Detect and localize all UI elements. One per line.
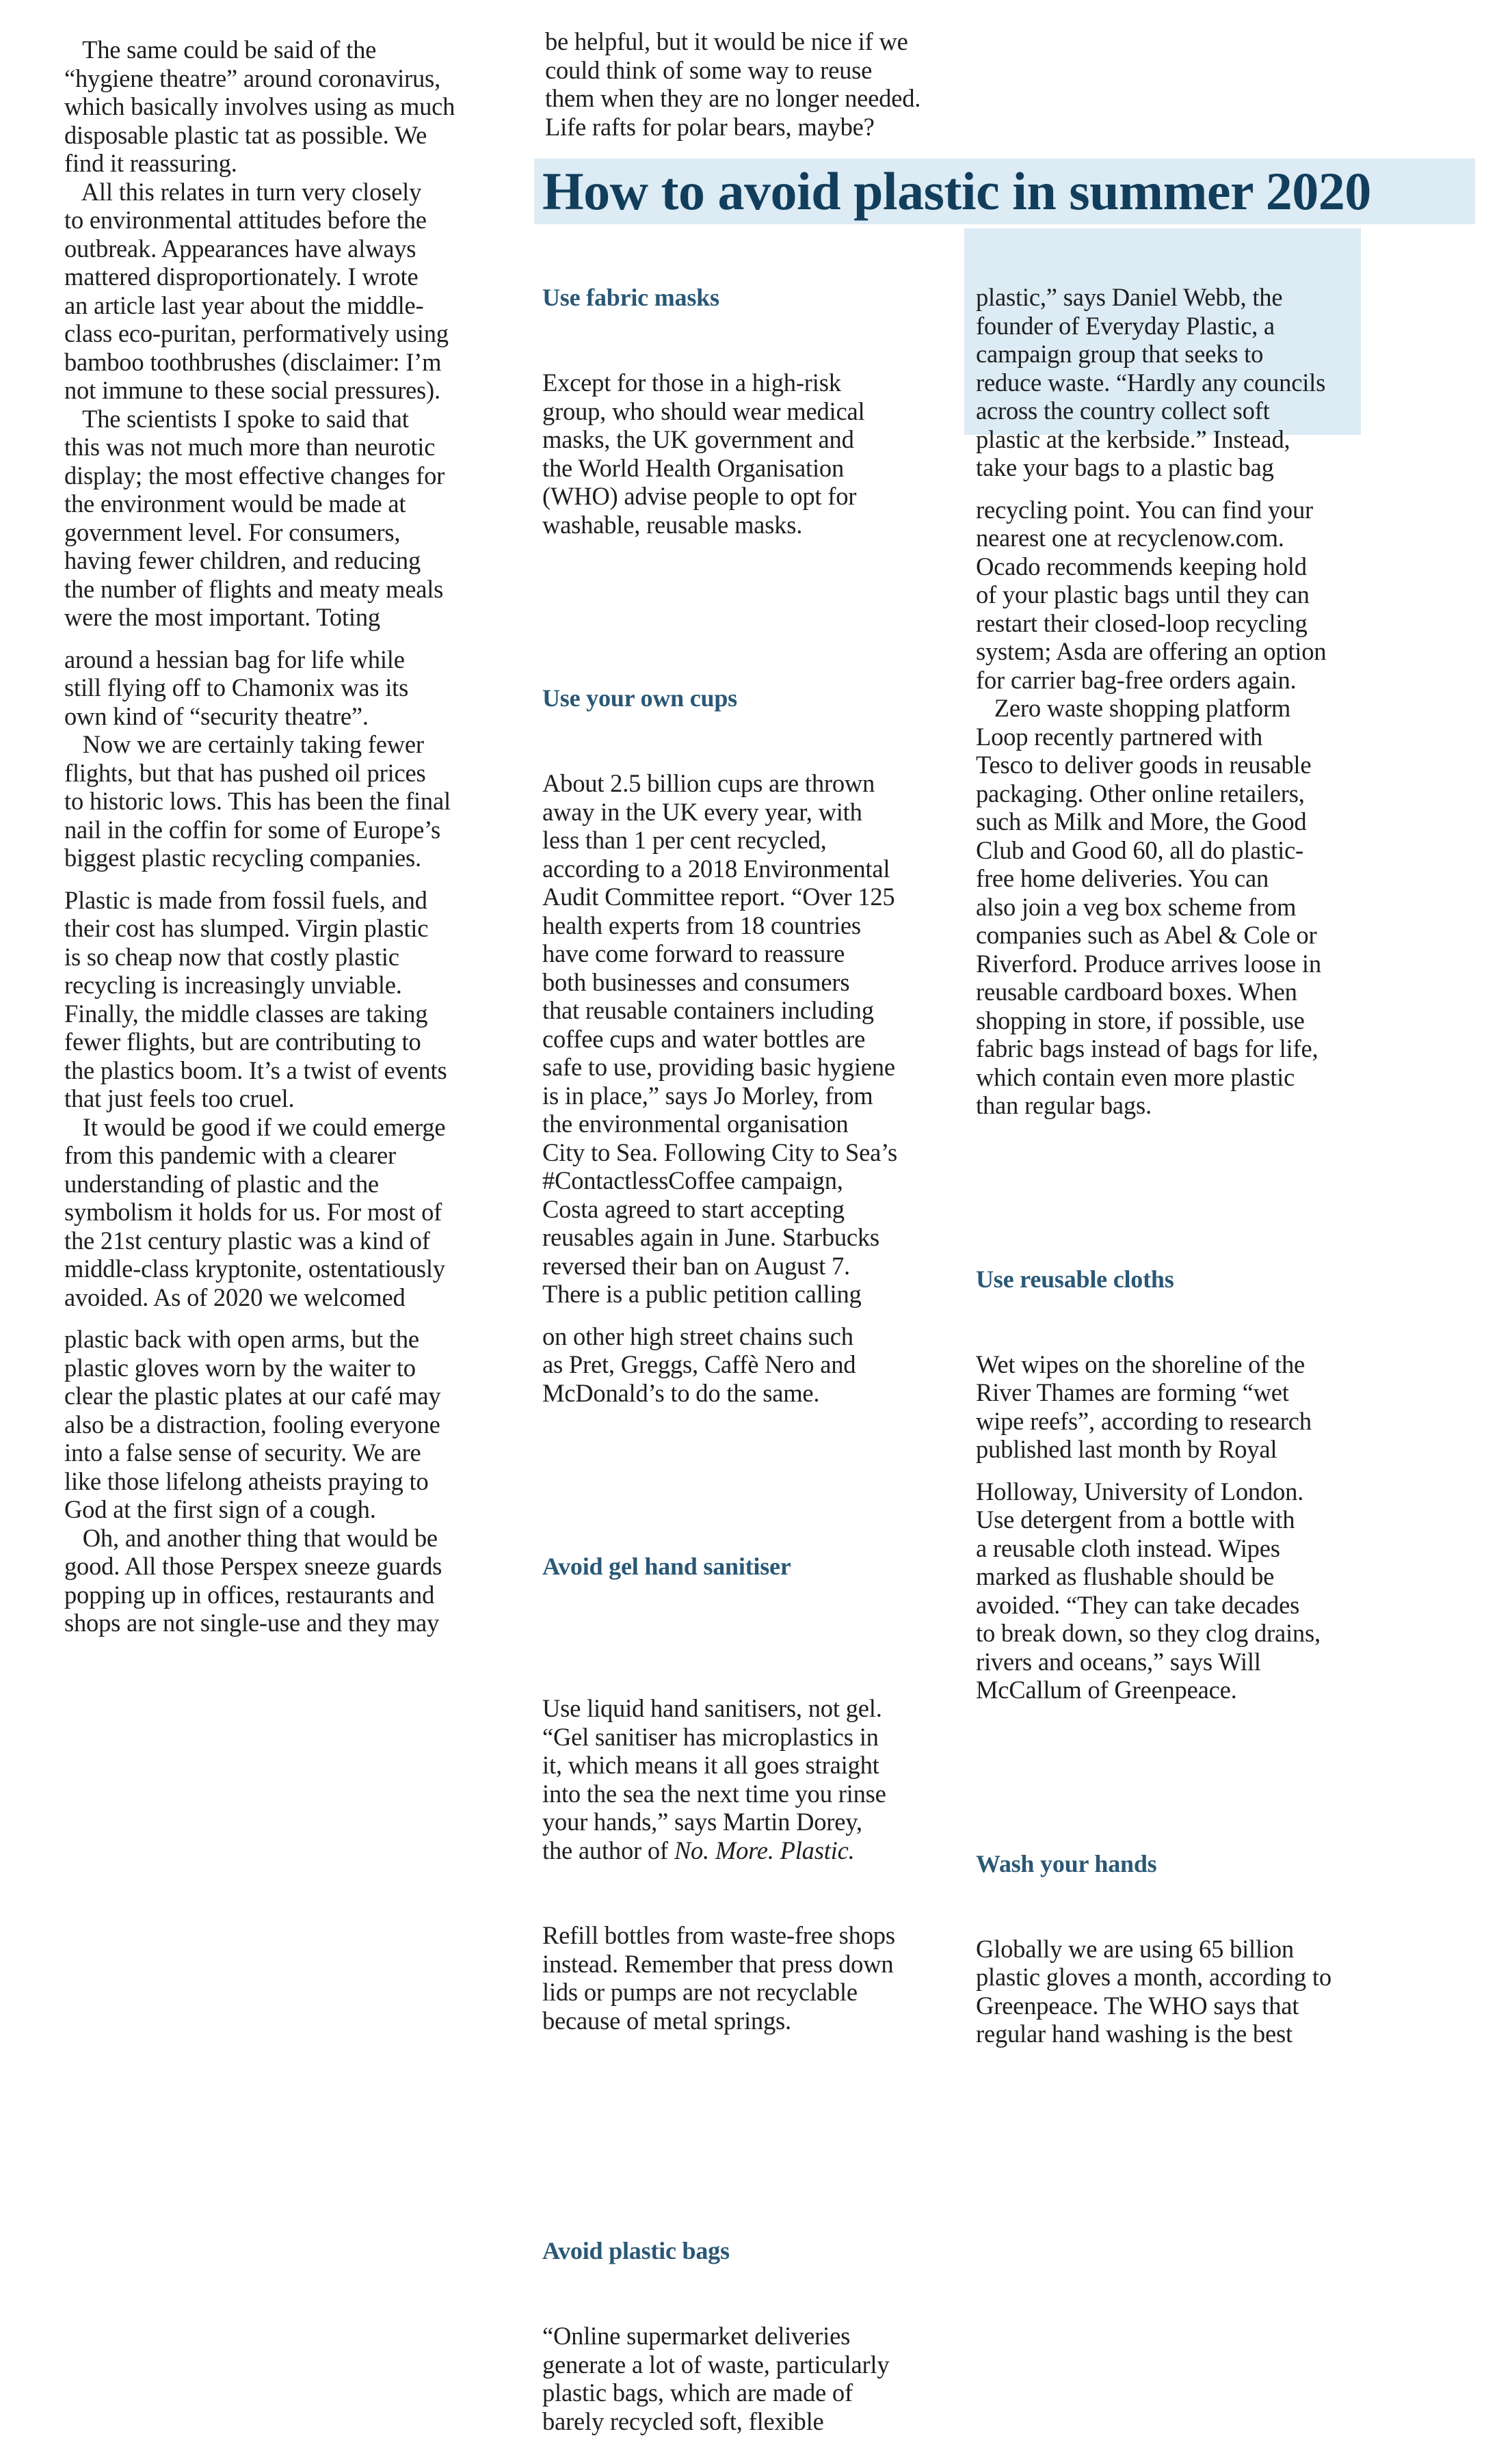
- text-line: such as Milk and More, the Good: [976, 807, 1307, 835]
- text-line: lids or pumps are not recyclable: [542, 1978, 858, 2006]
- article-title: How to avoid plastic in summer 2020: [542, 161, 1371, 221]
- text-line: as Pret, Greggs, Caffè Nero and: [542, 1350, 856, 1378]
- text-line: published last month by Royal: [976, 1435, 1277, 1463]
- text-line: also join a veg box scheme from: [976, 892, 1297, 921]
- text-line: regular hand washing is the best: [976, 2020, 1293, 2048]
- text-line: it, which means it all goes straight: [542, 1751, 879, 1779]
- text-line: class eco-puritan, performatively using: [64, 319, 449, 347]
- text-line: wipe reefs”, according to research: [976, 1406, 1312, 1435]
- text-line: plastic at the kerbside.” Instead,: [976, 425, 1290, 453]
- text-line: Use detergent from a bottle with: [976, 1505, 1295, 1534]
- text-line: around a hessian bag for life while: [64, 645, 405, 673]
- paragraph-gap: [976, 1464, 1332, 1477]
- text-line: both businesses and consumers: [542, 967, 850, 996]
- text-line: coffee cups and water bottles are: [542, 1024, 866, 1053]
- text-line: were the most important. Toting: [64, 603, 380, 631]
- text-line: Greenpeace. The WHO says that: [976, 1991, 1299, 2020]
- text-line: generate a lot of waste, particularly: [542, 2350, 890, 2379]
- section-masks-body: [542, 369, 897, 539]
- text-line: reversed their ban on August 7.: [542, 1251, 850, 1280]
- text-line: also be a distraction, fooling everyone: [64, 1410, 440, 1438]
- text-line: is so cheap now that costly plastic: [64, 942, 399, 971]
- text-line: into a false sense of security. We are: [64, 1438, 421, 1467]
- text-line: About 2.5 billion cups are thrown: [542, 769, 875, 797]
- text-line: a reusable cloth instead. Wipes: [976, 1534, 1280, 1562]
- text-line: Globally we are using 65 billion: [976, 1934, 1294, 1963]
- text-line: (WHO) advise people to opt for: [542, 482, 857, 510]
- text-line: It would be good if we could emerge: [64, 1112, 446, 1141]
- text-line: be helpful, but it would be nice if we: [545, 27, 908, 55]
- book-title: No. More. Plastic.: [674, 1836, 855, 1864]
- text-line: instead. Remember that press down: [542, 1949, 894, 1978]
- text-line: disposable plastic tat as possible. We: [64, 120, 427, 149]
- text-line: reusables again in June. Starbucks: [542, 1223, 879, 1251]
- paragraph-gap: [64, 632, 455, 645]
- text-line: “Online supermarket deliveries: [542, 2322, 851, 2350]
- text-line: fewer flights, but are contributing to: [64, 1028, 421, 1056]
- text-line: to historic lows. This has been the final: [64, 787, 451, 815]
- text-line: their cost has slumped. Virgin plastic: [64, 914, 429, 942]
- text-line: Finally, the middle classes are taking: [64, 999, 428, 1028]
- text-line: the author of No. More. Plastic.: [542, 1836, 855, 1864]
- text-line: good. All those Perspex sneeze guards: [64, 1552, 442, 1580]
- text-line: Audit Committee report. “Over 125: [542, 883, 895, 911]
- text-line: system; Asda are offering an option: [976, 637, 1327, 665]
- text-line: clear the plastic plates at our café may: [64, 1382, 441, 1410]
- gel-lines: [542, 1694, 897, 1864]
- text-line: Use liquid hand sanitisers, not gel.: [542, 1694, 882, 1722]
- text-line: across the country collect soft: [976, 397, 1270, 425]
- text-line: founder of Everyday Plastic, a: [976, 311, 1275, 340]
- text-line: to environmental attitudes before the: [64, 206, 427, 234]
- text-line: of your plastic bags until they can: [976, 580, 1310, 608]
- text-line: into the sea the next time you rinse: [542, 1779, 886, 1808]
- text-line: All this relates in turn very closely: [64, 177, 422, 206]
- text-line: free home deliveries. You can: [976, 864, 1269, 892]
- text-line: middle-class kryptonite, ostentatiously: [64, 1255, 445, 1283]
- text-line: your hands,” says Martin Dorey,: [542, 1808, 862, 1836]
- text-line: display; the most effective changes for: [64, 461, 445, 490]
- text-line: masks, the UK government and: [542, 425, 854, 453]
- text-line: plastic back with open arms, but the: [64, 1325, 419, 1353]
- text-line: find it reassuring.: [64, 149, 237, 177]
- text-line: less than 1 per cent recycled,: [542, 826, 827, 854]
- heading-reusable-cloths: Use reusable cloths: [976, 1265, 1174, 1293]
- text-line: washable, reusable masks.: [542, 510, 803, 539]
- text-line: avoided. As of 2020 we welcomed: [64, 1283, 406, 1311]
- text-line: not immune to these social pressures).: [64, 376, 440, 404]
- text-line: Wet wipes on the shoreline of the: [976, 1350, 1306, 1378]
- text-line: Life rafts for polar bears, maybe?: [545, 112, 875, 141]
- text-line: for carrier bag-free orders again.: [976, 665, 1297, 694]
- text-line: City to Sea. Following City to Sea’s: [542, 1138, 898, 1166]
- text-line: according to a 2018 Environmental: [542, 854, 890, 883]
- text-line: plastic gloves a month, according to: [976, 1963, 1332, 1991]
- text-line: this was not much more than neurotic: [64, 433, 436, 461]
- text-line: Oh, and another thing that would be: [64, 1523, 438, 1552]
- text-line: Except for those in a high-risk: [542, 369, 841, 397]
- text-line: the environment would be made at: [64, 490, 406, 518]
- text-line: group, who should wear medical: [542, 397, 865, 425]
- text-line: reusable cardboard boxes. When: [976, 978, 1297, 1006]
- section-bags-body: [542, 2322, 897, 2435]
- text-line: on other high street chains such: [542, 1322, 853, 1350]
- text-line: restart their closed-loop recycling: [976, 608, 1308, 637]
- text-line: shopping in store, if possible, use: [976, 1006, 1305, 1034]
- text-line: Refill bottles from waste-free shops: [542, 1921, 895, 1949]
- text-line: that reusable containers including: [542, 996, 874, 1024]
- text-line: still flying off to Chamonix was its: [64, 673, 409, 701]
- text-line: campaign group that seeks to: [976, 340, 1264, 368]
- gel-lines-after: [542, 1921, 897, 2035]
- text-line: the environmental organisation: [542, 1110, 849, 1138]
- heading-plastic-bags: Avoid plastic bags: [542, 2237, 730, 2264]
- text-line: God at the first sign of a cough.: [64, 1495, 376, 1523]
- text-line: which contain even more plastic: [976, 1062, 1295, 1091]
- text-line: the World Health Organisation: [542, 453, 845, 482]
- text-line: nearest one at recyclenow.com.: [976, 524, 1284, 552]
- text-line: the number of flights and meaty meals: [64, 574, 444, 603]
- column-1: [64, 36, 455, 1637]
- text-line: recycling point. You can find your: [976, 495, 1313, 524]
- text-line: The scientists I spoke to said that: [64, 404, 409, 433]
- text-line: avoided. “They can take decades: [976, 1590, 1300, 1619]
- text-line: like those lifelong atheists praying to: [64, 1467, 429, 1495]
- text-line: popping up in offices, restaurants and: [64, 1580, 435, 1609]
- text-line: mattered disproportionately. I wrote: [64, 263, 419, 291]
- text-line: because of metal springs.: [542, 2006, 791, 2035]
- text-line: from this pandemic with a clearer: [64, 1141, 396, 1169]
- text-line: the plastics boom. It’s a twist of events: [64, 1056, 447, 1084]
- paragraph-gap: [542, 1309, 897, 1322]
- text-line: government level. For consumers,: [64, 518, 401, 546]
- text-line: the 21st century plastic was a kind of: [64, 1226, 430, 1255]
- text-line: away in the UK every year, with: [542, 797, 862, 826]
- text-line: outbreak. Appearances have always: [64, 234, 416, 263]
- section-gel-body: [542, 1637, 897, 2091]
- text-line: companies such as Abel & Cole or: [976, 921, 1317, 949]
- text-line: Riverford. Produce arrives loose in: [976, 949, 1321, 978]
- text-line: plastic bags, which are made of: [542, 2379, 853, 2407]
- text-line: bamboo toothbrushes (disclaimer: I’m: [64, 347, 442, 376]
- section-hands-body: [976, 1935, 1332, 2048]
- section-cloths-body: [976, 1350, 1332, 1704]
- text-line: them when they are no longer needed.: [545, 84, 921, 112]
- text-line: to break down, so they clog drains,: [976, 1619, 1321, 1647]
- text-line: Ocado recommends keeping hold: [976, 552, 1307, 580]
- column-2-top: [545, 27, 920, 141]
- text-line: own kind of “security theatre”.: [64, 701, 369, 730]
- text-line: fabric bags instead of bags for life,: [976, 1034, 1319, 1062]
- text-line: safe to use, providing basic hygiene: [542, 1053, 895, 1081]
- heading-wash-hands: Wash your hands: [976, 1849, 1157, 1877]
- text-line: which basically involves using as much: [64, 92, 455, 120]
- text-line: reduce waste. “Hardly any councils: [976, 368, 1326, 397]
- paragraph-gap: [976, 482, 1332, 496]
- text-line: take your bags to a plastic bag: [976, 453, 1274, 481]
- text-line: that just feels too cruel.: [64, 1084, 295, 1112]
- text-line: rivers and oceans,” says Will: [976, 1647, 1261, 1676]
- column-3: [976, 226, 1332, 2076]
- text-line: barely recycled soft, flexible: [542, 2407, 824, 2435]
- text-line: McCallum of Greenpeace.: [976, 1676, 1237, 1704]
- text-line: The same could be said of the: [64, 36, 377, 64]
- text-line: having fewer children, and reducing: [64, 546, 421, 574]
- text-line: plastic,” says Daniel Webb, the: [976, 283, 1283, 311]
- heading-gel-sanitiser: Avoid gel hand sanitiser: [542, 1553, 791, 1580]
- heading-own-cups: Use your own cups: [542, 684, 737, 712]
- section-bags-continued: [976, 283, 1332, 1120]
- text-line: biggest plastic recycling companies.: [64, 844, 421, 872]
- text-line: could think of some way to reuse: [545, 55, 873, 84]
- text-line: plastic gloves worn by the waiter to: [64, 1353, 416, 1382]
- text-line: River Thames are forming “wet: [976, 1378, 1289, 1406]
- text-line: than regular bags.: [976, 1091, 1152, 1119]
- text-line: health experts from 18 countries: [542, 911, 861, 939]
- text-line: Loop recently partnered with: [976, 722, 1263, 751]
- column-2: [542, 226, 897, 2464]
- text-line: Plastic is made from fossil fuels, and: [64, 885, 427, 914]
- text-line: McDonald’s to do the same.: [542, 1378, 820, 1407]
- text-line: have come forward to reassure: [542, 939, 845, 967]
- text-line: Club and Good 60, all do plastic-: [976, 835, 1303, 864]
- text-line: packaging. Other online retailers,: [976, 779, 1305, 807]
- text-line: Holloway, University of London.: [976, 1477, 1304, 1505]
- text-line: Tesco to deliver goods in reusable: [976, 751, 1312, 779]
- heading-fabric-masks: Use fabric masks: [542, 284, 719, 311]
- paragraph-gap: [64, 872, 455, 886]
- text-line: shops are not single-use and they may: [64, 1609, 440, 1637]
- text-line: symbolism it holds for us. For most of: [64, 1198, 442, 1226]
- text-line: nail in the coffin for some of Europe’s: [64, 815, 441, 844]
- text-line: understanding of plastic and the: [64, 1169, 379, 1198]
- text-line: flights, but that has pushed oil prices: [64, 758, 426, 787]
- text-line: Costa agreed to start accepting: [542, 1194, 845, 1223]
- text-line: “hygiene theatre” around coronavirus,: [64, 64, 440, 92]
- text-line: There is a public petition calling: [542, 1280, 862, 1308]
- text-line: marked as flushable should be: [976, 1562, 1275, 1590]
- text-line: Zero waste shopping platform: [976, 694, 1291, 722]
- text-line: “Gel sanitiser has microplastics in: [542, 1722, 879, 1751]
- text-line: recycling is increasingly unviable.: [64, 971, 402, 999]
- text-line: #ContactlessCoffee campaign,: [542, 1166, 843, 1194]
- section-cups-body: [542, 769, 897, 1407]
- paragraph-gap: [64, 1311, 455, 1325]
- text-line: an article last year about the middle-: [64, 291, 424, 319]
- text-line: Now we are certainly taking fewer: [64, 730, 424, 758]
- text-line: is in place,” says Jo Morley, from: [542, 1081, 873, 1110]
